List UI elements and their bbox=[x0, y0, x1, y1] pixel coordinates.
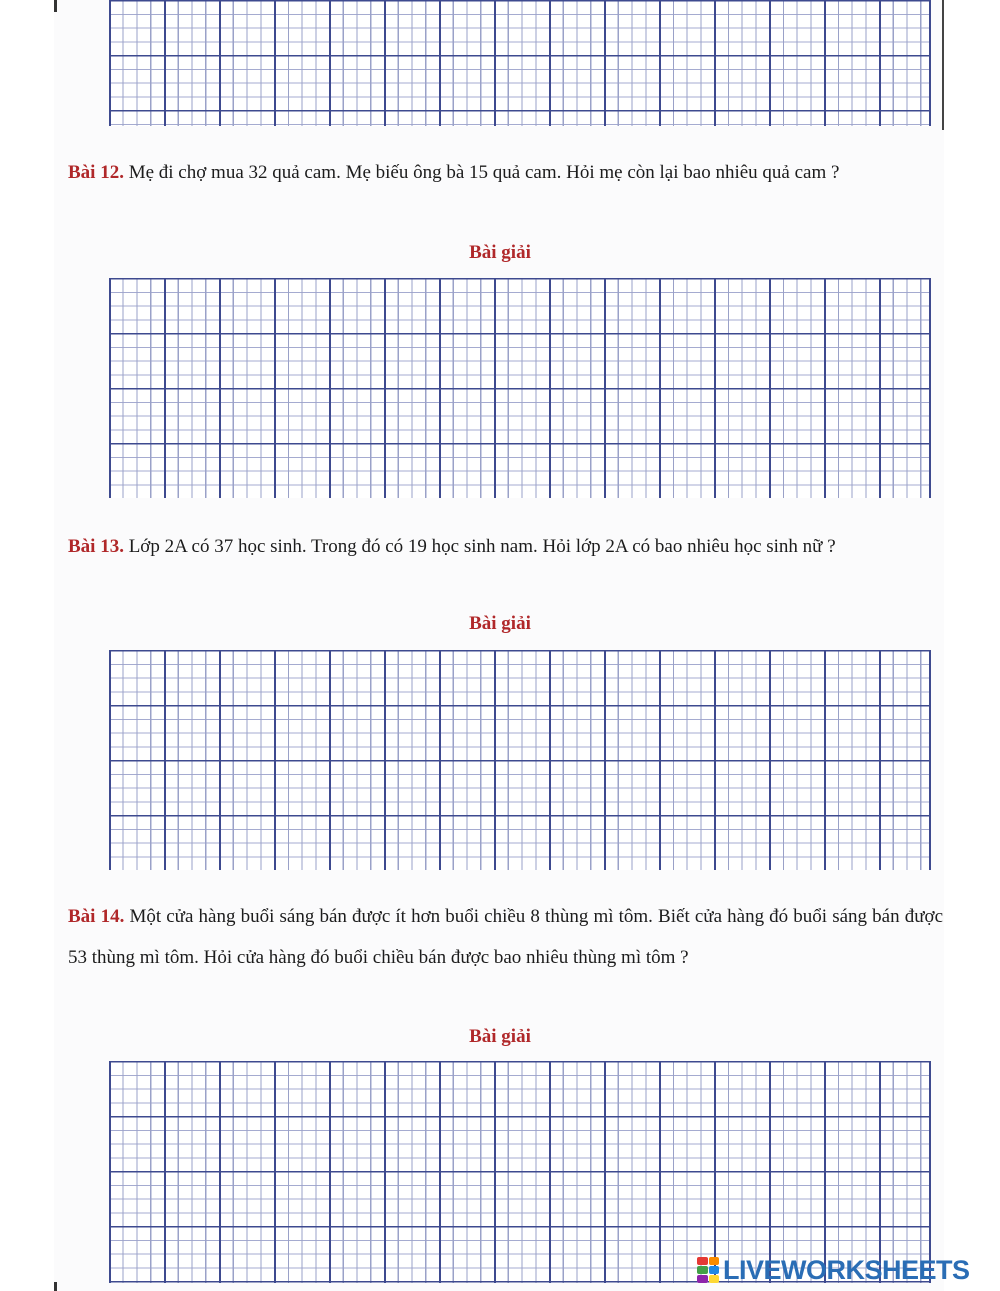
problem-13-text: Lớp 2A có 37 học sinh. Trong đó có 19 học sinh nam. Hỏi lớp 2A có bao nhiêu học sinh nữ ? bbox=[123, 536, 836, 557]
solution-heading-14: Bài giải bbox=[469, 1026, 531, 1047]
problem-13-label: Bài 13. bbox=[68, 536, 124, 557]
answer-grid-previous[interactable] bbox=[109, 0, 931, 126]
logo-square bbox=[697, 1275, 708, 1283]
answer-grid-13[interactable] bbox=[109, 650, 931, 870]
logo-square bbox=[709, 1257, 720, 1265]
page-edge-bottom bbox=[54, 1282, 57, 1291]
problem-12-text: Mẹ đi chợ mua 32 quả cam. Mẹ biếu ông bà 15 quả cam. Hỏi mẹ còn lại bao nhiêu quả cam ? bbox=[123, 162, 840, 183]
problem-12-label: Bài 12. bbox=[68, 162, 124, 183]
solution-heading-12: Bài giải bbox=[469, 242, 531, 263]
page-edge-left bbox=[54, 0, 57, 12]
answer-grid-14[interactable] bbox=[109, 1061, 931, 1283]
logo-square bbox=[697, 1266, 708, 1274]
problem-13 bbox=[68, 526, 943, 567]
problem-14-text: Một cửa hàng buổi sáng bán được ít hơn buổi chiều 8 thùng mì tôm. Biết cửa hàng đó buổi sáng bán được 53 thùng mì tôm. Hỏi cửa hàng đó buổi chiều bán được bao nhiêu thùng mì tôm ? bbox=[68, 906, 943, 968]
liveworksheets-logo bbox=[697, 1255, 970, 1285]
page-edge-right bbox=[942, 0, 944, 130]
logo-square bbox=[709, 1266, 720, 1274]
logo-square bbox=[697, 1257, 708, 1265]
problem-14-label: Bài 14. bbox=[68, 906, 125, 927]
problem-14 bbox=[68, 896, 943, 978]
liveworksheets-logo-text: LIVEWORKSHEETS bbox=[723, 1254, 970, 1285]
problem-12 bbox=[68, 152, 943, 193]
logo-square bbox=[709, 1275, 720, 1283]
liveworksheets-logo-icon bbox=[697, 1257, 719, 1283]
solution-heading-13: Bài giải bbox=[469, 613, 531, 634]
answer-grid-12[interactable] bbox=[109, 278, 931, 498]
